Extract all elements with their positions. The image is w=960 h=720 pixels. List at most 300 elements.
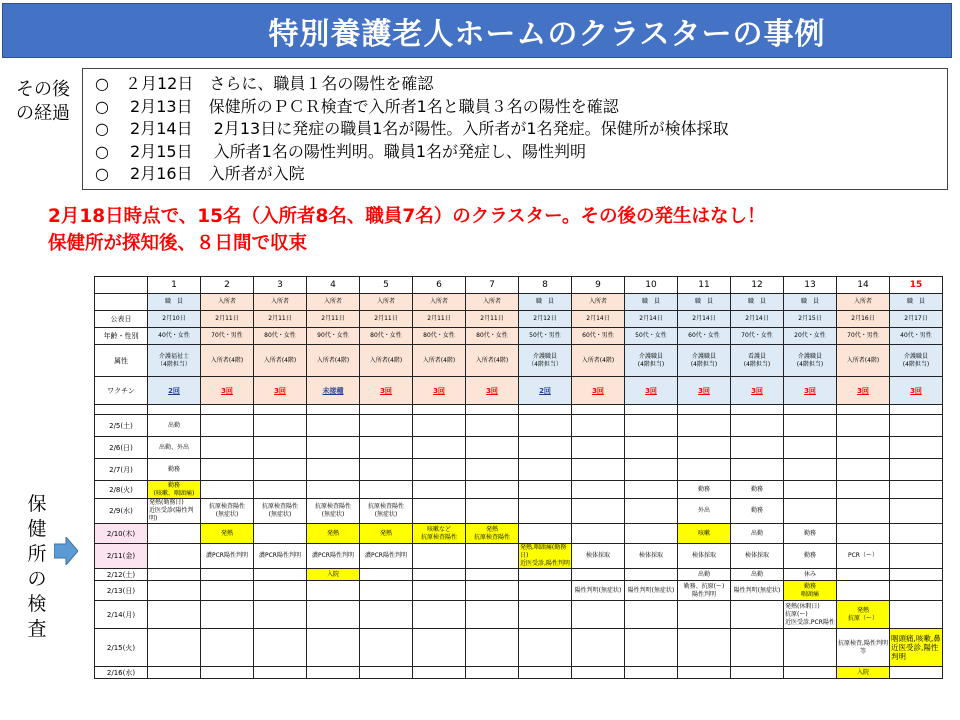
empty-cell bbox=[572, 437, 625, 459]
event-cell: 出勤 bbox=[148, 415, 201, 437]
case-number: 8 bbox=[519, 277, 572, 294]
empty-cell bbox=[413, 581, 466, 601]
empty-cell bbox=[148, 569, 201, 581]
empty-cell bbox=[572, 415, 625, 437]
event-cell: 抗原検査陽性 (無症状) bbox=[201, 499, 254, 524]
empty-cell bbox=[519, 437, 572, 459]
empty-cell bbox=[572, 524, 625, 544]
empty-cell bbox=[625, 629, 678, 667]
empty-cell bbox=[625, 499, 678, 524]
empty-cell bbox=[625, 524, 678, 544]
empty-cell bbox=[837, 459, 890, 481]
case-number: 11 bbox=[678, 277, 731, 294]
table-row bbox=[95, 415, 943, 437]
table-row bbox=[95, 405, 943, 415]
empty-cell bbox=[784, 459, 837, 481]
event-cell: 勤務 bbox=[678, 481, 731, 499]
event-cell: 出勤 bbox=[731, 524, 784, 544]
attribute-cell: 介護職員 (4階担当) bbox=[890, 345, 943, 377]
case-number: 15 bbox=[890, 277, 943, 294]
empty-cell bbox=[519, 601, 572, 629]
empty-cell bbox=[360, 569, 413, 581]
table-row bbox=[95, 629, 943, 667]
event-cell: 入院 bbox=[307, 569, 360, 581]
row-header: 公表日 bbox=[95, 311, 148, 328]
empty-cell bbox=[254, 481, 307, 499]
announce-date-cell: 2月14日 bbox=[572, 311, 625, 328]
event-cell: 陽性判明(無症状) bbox=[572, 581, 625, 601]
role-cell: 職 員 bbox=[148, 294, 201, 311]
event-cell: 休み bbox=[784, 569, 837, 581]
empty-cell bbox=[837, 499, 890, 524]
event-cell: 濃PCR陽性判明 bbox=[307, 544, 360, 569]
empty-cell bbox=[148, 524, 201, 544]
empty-cell bbox=[254, 459, 307, 481]
empty-cell bbox=[254, 667, 307, 679]
empty-cell bbox=[572, 569, 625, 581]
case-number: 1 bbox=[148, 277, 201, 294]
empty-cell bbox=[360, 415, 413, 437]
event-cell: 発熱 抗原（ー） bbox=[837, 601, 890, 629]
empty-cell bbox=[625, 569, 678, 581]
empty-cell bbox=[254, 581, 307, 601]
role-cell: 入所者 bbox=[466, 294, 519, 311]
empty-cell bbox=[201, 481, 254, 499]
empty-cell bbox=[519, 415, 572, 437]
row-header bbox=[95, 277, 148, 294]
empty-cell bbox=[201, 629, 254, 667]
empty-cell bbox=[254, 437, 307, 459]
empty-cell bbox=[784, 499, 837, 524]
table-row bbox=[95, 277, 943, 294]
empty-cell bbox=[519, 581, 572, 601]
age-sex-cell: 90代・女性 bbox=[307, 328, 360, 345]
empty-cell bbox=[466, 459, 519, 481]
empty-cell bbox=[731, 601, 784, 629]
case-number: 9 bbox=[572, 277, 625, 294]
table-row bbox=[95, 459, 943, 481]
event-cell: 勤務 bbox=[148, 459, 201, 481]
empty-cell bbox=[307, 581, 360, 601]
empty-cell bbox=[466, 544, 519, 569]
empty-cell bbox=[413, 459, 466, 481]
empty-cell bbox=[519, 459, 572, 481]
empty-cell bbox=[572, 459, 625, 481]
empty-cell bbox=[466, 481, 519, 499]
empty-cell bbox=[731, 629, 784, 667]
table-row bbox=[95, 481, 943, 499]
empty-cell bbox=[784, 481, 837, 499]
empty-cell bbox=[307, 437, 360, 459]
role-cell: 職 員 bbox=[519, 294, 572, 311]
date-label: 2/10(木) bbox=[95, 524, 148, 544]
table-row bbox=[95, 345, 943, 377]
empty-cell bbox=[307, 415, 360, 437]
progress-line: ○ 2月14日 2月13日に発症の職員1名が陽性。入所者が1名発症。保健所が検体採取 bbox=[95, 119, 729, 138]
health-center-label: 保 健 所 の 検 査 bbox=[27, 493, 47, 640]
empty-cell bbox=[148, 544, 201, 569]
empty-cell bbox=[201, 581, 254, 601]
age-sex-cell: 50代・男性 bbox=[519, 328, 572, 345]
announce-date-cell: 2月11日 bbox=[413, 311, 466, 328]
empty-cell bbox=[519, 524, 572, 544]
empty-cell bbox=[360, 601, 413, 629]
role-cell: 入所者 bbox=[413, 294, 466, 311]
empty-cell bbox=[784, 415, 837, 437]
event-cell: 勤務 bbox=[731, 499, 784, 524]
date-label: 2/15(火) bbox=[95, 629, 148, 667]
empty-cell bbox=[360, 437, 413, 459]
attribute-cell: 介護職員 (4階担当) bbox=[625, 345, 678, 377]
role-cell: 入所者 bbox=[201, 294, 254, 311]
attribute-cell: 入所者(4階) bbox=[201, 345, 254, 377]
empty-cell bbox=[148, 667, 201, 679]
attribute-cell: 入所者(4階) bbox=[307, 345, 360, 377]
table-row bbox=[95, 437, 943, 459]
date-label: 2/6(日) bbox=[95, 437, 148, 459]
spacer-cell bbox=[413, 405, 466, 415]
empty-cell bbox=[254, 601, 307, 629]
row-header: ワクチン bbox=[95, 377, 148, 405]
age-sex-cell: 80代・女性 bbox=[413, 328, 466, 345]
event-cell: 勤務 bbox=[784, 544, 837, 569]
role-cell: 職 員 bbox=[784, 294, 837, 311]
empty-cell bbox=[201, 459, 254, 481]
spacer-cell bbox=[731, 405, 784, 415]
row-header: 属性 bbox=[95, 345, 148, 377]
role-cell: 職 員 bbox=[625, 294, 678, 311]
vaccine-cell: 3回 bbox=[837, 377, 890, 405]
age-sex-cell: 20代・女性 bbox=[784, 328, 837, 345]
empty-cell bbox=[254, 569, 307, 581]
role-cell: 入所者 bbox=[837, 294, 890, 311]
role-cell: 入所者 bbox=[307, 294, 360, 311]
empty-cell bbox=[625, 459, 678, 481]
empty-cell bbox=[466, 601, 519, 629]
table-row bbox=[95, 667, 943, 679]
empty-cell bbox=[890, 581, 943, 601]
event-cell: 抗原検査陽性 (無症状) bbox=[254, 499, 307, 524]
age-sex-cell: 70代・男性 bbox=[201, 328, 254, 345]
empty-cell bbox=[307, 629, 360, 667]
table-row bbox=[95, 569, 943, 581]
empty-cell bbox=[466, 581, 519, 601]
empty-cell bbox=[201, 601, 254, 629]
empty-cell bbox=[784, 667, 837, 679]
empty-cell bbox=[360, 481, 413, 499]
event-cell: 出勤 bbox=[731, 569, 784, 581]
empty-cell bbox=[837, 581, 890, 601]
empty-cell bbox=[466, 437, 519, 459]
case-number: 10 bbox=[625, 277, 678, 294]
vaccine-cell: 3回 bbox=[360, 377, 413, 405]
event-cell: 検体採取 bbox=[731, 544, 784, 569]
table-row bbox=[95, 581, 943, 601]
empty-cell bbox=[572, 667, 625, 679]
empty-cell bbox=[413, 601, 466, 629]
empty-cell bbox=[254, 629, 307, 667]
case-table bbox=[94, 276, 943, 679]
empty-cell bbox=[784, 437, 837, 459]
empty-cell bbox=[148, 629, 201, 667]
event-cell: 発熱(休暇日) 抗原(ー) 近医受診,PCR陽性 bbox=[784, 601, 837, 629]
date-label: 2/7(月) bbox=[95, 459, 148, 481]
empty-cell bbox=[625, 437, 678, 459]
role-cell: 入所者 bbox=[572, 294, 625, 311]
announce-date-cell: 2月11日 bbox=[201, 311, 254, 328]
empty-cell bbox=[307, 481, 360, 499]
event-cell: 陽性判明(無症状) bbox=[731, 581, 784, 601]
empty-cell bbox=[254, 415, 307, 437]
empty-cell bbox=[413, 629, 466, 667]
empty-cell bbox=[890, 437, 943, 459]
vaccine-cell: 2回 bbox=[519, 377, 572, 405]
announce-date-cell: 2月11日 bbox=[466, 311, 519, 328]
case-number: 7 bbox=[466, 277, 519, 294]
case-number: 13 bbox=[784, 277, 837, 294]
event-cell: 発熱 bbox=[360, 524, 413, 544]
empty-cell bbox=[360, 459, 413, 481]
date-label: 2/16(水) bbox=[95, 667, 148, 679]
empty-cell bbox=[890, 601, 943, 629]
title-banner bbox=[2, 3, 952, 58]
row-header bbox=[95, 294, 148, 311]
empty-cell bbox=[519, 499, 572, 524]
event-cell: 勤務 (咳嗽、咽頭痛) bbox=[148, 481, 201, 499]
event-cell: 勤務 bbox=[731, 481, 784, 499]
empty-cell bbox=[625, 601, 678, 629]
event-cell: 陽性判明(無症状) bbox=[625, 581, 678, 601]
empty-cell bbox=[519, 481, 572, 499]
announce-date-cell: 2月11日 bbox=[307, 311, 360, 328]
event-cell: 濃PCR陽性判明 bbox=[360, 544, 413, 569]
event-cell: 勤務、抗原(ー) 陽性判明 bbox=[678, 581, 731, 601]
event-cell: 濃PCR陽性判明 bbox=[254, 544, 307, 569]
attribute-cell: 介護職員 (4階担当) bbox=[784, 345, 837, 377]
spacer-cell bbox=[572, 405, 625, 415]
case-number: 6 bbox=[413, 277, 466, 294]
date-label: 2/14(月) bbox=[95, 601, 148, 629]
empty-cell bbox=[519, 569, 572, 581]
spacer-cell bbox=[360, 405, 413, 415]
vaccine-cell: 3回 bbox=[413, 377, 466, 405]
date-label: 2/12(土) bbox=[95, 569, 148, 581]
table-row bbox=[95, 328, 943, 345]
attribute-cell: 入所者(4階) bbox=[466, 345, 519, 377]
attribute-cell: 入所者(4階) bbox=[572, 345, 625, 377]
announce-date-cell: 2月10日 bbox=[148, 311, 201, 328]
vaccine-cell: 3回 bbox=[784, 377, 837, 405]
case-number: 5 bbox=[360, 277, 413, 294]
age-sex-cell: 80代・女性 bbox=[254, 328, 307, 345]
empty-cell bbox=[413, 667, 466, 679]
date-label: 2/8(火) bbox=[95, 481, 148, 499]
event-cell: 出勤 bbox=[678, 569, 731, 581]
age-sex-cell: 60代・女性 bbox=[678, 328, 731, 345]
empty-cell bbox=[201, 569, 254, 581]
empty-cell bbox=[890, 499, 943, 524]
role-cell: 職 員 bbox=[731, 294, 784, 311]
role-cell: 職 員 bbox=[890, 294, 943, 311]
vaccine-cell: 3回 bbox=[201, 377, 254, 405]
announce-date-cell: 2月11日 bbox=[360, 311, 413, 328]
spacer-cell bbox=[519, 405, 572, 415]
empty-cell bbox=[625, 481, 678, 499]
announce-date-cell: 2月14日 bbox=[678, 311, 731, 328]
progress-side-label: その後 の経過 bbox=[16, 79, 70, 124]
empty-cell bbox=[572, 629, 625, 667]
empty-cell bbox=[201, 415, 254, 437]
vaccine-cell: 3回 bbox=[466, 377, 519, 405]
empty-cell bbox=[572, 499, 625, 524]
progress-line: ○ ２月12日 さらに、職員１名の陽性を確認 bbox=[95, 74, 434, 93]
empty-cell bbox=[890, 459, 943, 481]
announce-date-cell: 2月12日 bbox=[519, 311, 572, 328]
empty-cell bbox=[466, 499, 519, 524]
empty-cell bbox=[890, 415, 943, 437]
spacer-cell bbox=[678, 405, 731, 415]
empty-cell bbox=[360, 581, 413, 601]
announce-date-cell: 2月17日 bbox=[890, 311, 943, 328]
page-title: 特別養護老人ホームのクラスターの事例 bbox=[268, 16, 826, 52]
age-sex-cell: 70代・男性 bbox=[837, 328, 890, 345]
event-cell: PCR（ー） bbox=[837, 544, 890, 569]
table-row bbox=[95, 524, 943, 544]
empty-cell bbox=[890, 481, 943, 499]
role-cell: 職 員 bbox=[678, 294, 731, 311]
empty-cell bbox=[148, 581, 201, 601]
empty-cell bbox=[678, 459, 731, 481]
table-row bbox=[95, 601, 943, 629]
vaccine-cell: 3回 bbox=[678, 377, 731, 405]
spacer-cell bbox=[95, 405, 148, 415]
empty-cell bbox=[466, 629, 519, 667]
age-sex-cell: 40代・女性 bbox=[148, 328, 201, 345]
empty-cell bbox=[148, 601, 201, 629]
age-sex-cell: 60代・男性 bbox=[572, 328, 625, 345]
empty-cell bbox=[625, 415, 678, 437]
event-cell: 発熱 bbox=[201, 524, 254, 544]
age-sex-cell: 80代・女性 bbox=[360, 328, 413, 345]
empty-cell bbox=[890, 667, 943, 679]
date-label: 2/9(水) bbox=[95, 499, 148, 524]
empty-cell bbox=[201, 437, 254, 459]
event-cell: 抗原検査陽性 (無症状) bbox=[307, 499, 360, 524]
table-row bbox=[95, 544, 943, 569]
progress-line: ○ 2月16日 入所者が入院 bbox=[95, 164, 305, 183]
event-cell: 発熱 抗原検査陽性 bbox=[466, 524, 519, 544]
event-cell: 出勤、外出 bbox=[148, 437, 201, 459]
event-cell: 検体採取 bbox=[625, 544, 678, 569]
empty-cell bbox=[572, 481, 625, 499]
row-header: 年齢・性別 bbox=[95, 328, 148, 345]
event-cell: 発熱(勤務日) 近医受診(陽性判明) bbox=[148, 499, 201, 524]
event-cell: 外出 bbox=[678, 499, 731, 524]
spacer-cell bbox=[625, 405, 678, 415]
table-row bbox=[95, 311, 943, 328]
empty-cell bbox=[519, 667, 572, 679]
event-cell: 発熱,咽頭痛(勤務日) 近医受診,陽性判明 bbox=[520, 544, 570, 567]
progress-line: ○ 2月13日 保健所のＰＣＲ検査で入所者1名と職員３名の陽性を確認 bbox=[95, 96, 619, 116]
empty-cell bbox=[678, 629, 731, 667]
empty-cell bbox=[678, 667, 731, 679]
age-sex-cell: 50代・女性 bbox=[625, 328, 678, 345]
attribute-cell: 介護福祉士 （4階担当） bbox=[148, 345, 201, 377]
case-number: 14 bbox=[837, 277, 890, 294]
empty-cell bbox=[413, 481, 466, 499]
table-row bbox=[95, 377, 943, 405]
spacer-cell bbox=[466, 405, 519, 415]
arrow-right-icon bbox=[54, 537, 78, 565]
announce-date-cell: 2月14日 bbox=[625, 311, 678, 328]
event-cell: 勤務 咽頭痛 bbox=[784, 581, 837, 601]
event-cell: 勤務 bbox=[784, 524, 837, 544]
vaccine-cell: 未接種 bbox=[307, 377, 360, 405]
announce-date-cell: 2月14日 bbox=[731, 311, 784, 328]
event-cell: 発熱 bbox=[307, 524, 360, 544]
empty-cell bbox=[307, 667, 360, 679]
case-number: 12 bbox=[731, 277, 784, 294]
attribute-cell: 入所者(4階) bbox=[254, 345, 307, 377]
empty-cell bbox=[678, 601, 731, 629]
empty-cell bbox=[784, 629, 837, 667]
vaccine-cell: 3回 bbox=[625, 377, 678, 405]
event-cell: 検体採取 bbox=[572, 544, 625, 569]
spacer-cell bbox=[307, 405, 360, 415]
empty-cell bbox=[837, 481, 890, 499]
empty-cell bbox=[890, 544, 943, 569]
empty-cell bbox=[837, 569, 890, 581]
case-number: 2 bbox=[201, 277, 254, 294]
event-cell: 咳嗽 bbox=[678, 524, 731, 544]
empty-cell bbox=[413, 437, 466, 459]
empty-cell bbox=[731, 415, 784, 437]
empty-cell bbox=[890, 569, 943, 581]
empty-cell bbox=[837, 437, 890, 459]
announce-date-cell: 2月16日 bbox=[837, 311, 890, 328]
empty-cell bbox=[413, 415, 466, 437]
vaccine-cell: 3回 bbox=[890, 377, 943, 405]
empty-cell bbox=[307, 459, 360, 481]
empty-cell bbox=[466, 667, 519, 679]
empty-cell bbox=[360, 667, 413, 679]
date-label: 2/5(土) bbox=[95, 415, 148, 437]
event-cell: 抗原検査,陽性判明 等 bbox=[837, 629, 890, 667]
spacer-cell bbox=[254, 405, 307, 415]
event-cell: 咳嗽など 抗原検査陽性 bbox=[413, 524, 466, 544]
role-cell: 入所者 bbox=[254, 294, 307, 311]
empty-cell bbox=[678, 415, 731, 437]
empty-cell bbox=[625, 667, 678, 679]
spacer-cell bbox=[890, 405, 943, 415]
attribute-cell: 入所者(4階) bbox=[837, 345, 890, 377]
spacer-cell bbox=[148, 405, 201, 415]
attribute-cell: 介護職員 (4階担当) bbox=[678, 345, 731, 377]
event-cell: 咽頭痛,咳嗽,鼻 近医受診,陽性 判明 bbox=[890, 629, 943, 667]
attribute-cell: 看護員 (4階担当) bbox=[731, 345, 784, 377]
progress-box bbox=[82, 68, 948, 190]
vaccine-cell: 2回 bbox=[148, 377, 201, 405]
vaccine-cell: 3回 bbox=[572, 377, 625, 405]
empty-cell bbox=[678, 437, 731, 459]
empty-cell bbox=[201, 667, 254, 679]
empty-cell bbox=[413, 569, 466, 581]
empty-cell bbox=[360, 629, 413, 667]
empty-cell bbox=[731, 459, 784, 481]
empty-cell bbox=[837, 415, 890, 437]
empty-cell bbox=[413, 544, 466, 569]
empty-cell bbox=[837, 524, 890, 544]
